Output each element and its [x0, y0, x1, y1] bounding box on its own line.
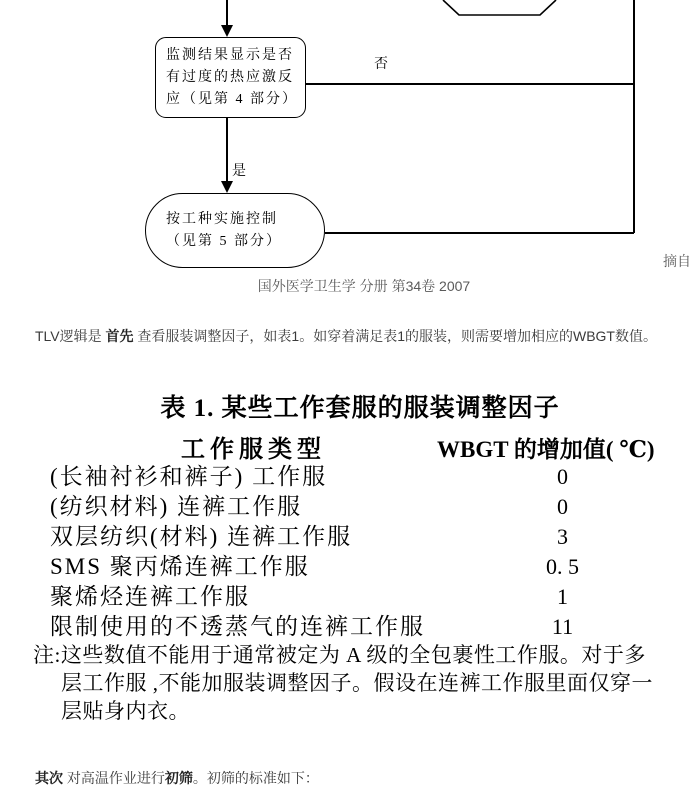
branch-label-no: 否 — [374, 57, 388, 72]
table-footnote-line: 层工作服 ,不能加服装调整因子。假设在连裤工作服里面仅穿一 — [61, 671, 653, 695]
tlv-paragraph-prefix: TLV逻辑是 — [35, 328, 106, 344]
table-footnote-line: 层贴身内衣。 — [61, 699, 190, 723]
table-column-header-wbgt-increase: WBGT 的增加值( ℃) — [437, 437, 655, 462]
table-row — [0, 612, 695, 642]
monitor-box-line: 应（见第 4 部分） — [166, 91, 298, 107]
flowchart-control-box — [145, 193, 325, 268]
arrowhead-into-monitor-box — [221, 25, 233, 37]
wbgt-value-cell: 0 — [557, 494, 568, 519]
control-box-line: 按工种实施控制 — [166, 211, 278, 227]
tlv-logic-paragraph — [35, 326, 695, 346]
wbgt-value-cell: 0. 5 — [546, 554, 579, 579]
screening-paragraph — [35, 768, 695, 788]
screening-paragraph-bold-second: 其次 — [35, 770, 63, 786]
clothing-type-cell: 聚烯烃连裤工作服 — [50, 584, 250, 609]
branch-label-yes: 是 — [232, 164, 246, 179]
clothing-type-cell: 双层纺织(材料) 连裤工作服 — [50, 524, 353, 549]
table-row — [0, 552, 695, 582]
table-row — [0, 522, 695, 552]
table-column-header-clothing-type: 工作服类型 — [181, 437, 326, 463]
flowchart-connector-lines — [0, 0, 695, 300]
wbgt-value-cell: 3 — [557, 524, 568, 549]
screening-paragraph-bold-screening: 初筛 — [164, 770, 193, 786]
monitor-box-line: 监测结果显示是否 — [166, 47, 294, 63]
table-row — [0, 582, 695, 612]
flowchart-monitor-result-box — [155, 37, 306, 118]
wbgt-value-cell: 1 — [557, 584, 568, 609]
screening-paragraph-suffix: 。初筛的标准如下： — [192, 770, 319, 786]
journal-caption: 国外医学卫生学 分册 第34卷 2007 — [257, 278, 471, 294]
wbgt-value-cell: 0 — [557, 464, 568, 489]
arrowhead-into-control-box — [221, 181, 233, 193]
screening-paragraph-mid: 对高温作业进行 — [63, 770, 165, 786]
clothing-type-cell: (纺织材料) 连裤工作服 — [50, 494, 303, 519]
tlv-paragraph-suffix: 查看服装调整因子，如表1。如穿着满足表1的服装，则需要增加相应的WBGT数值。 — [133, 328, 657, 344]
clothing-type-cell: 限制使用的不透蒸气的连裤工作服 — [50, 614, 425, 639]
monitor-box-line: 有过度的热应激反 — [166, 69, 294, 85]
hexagon-bottom-shape — [443, 0, 556, 15]
clothing-type-cell: (长袖衬衫和裤子) 工作服 — [50, 464, 328, 489]
tlv-paragraph-bold-first: 首先 — [105, 328, 134, 344]
table-footnote — [33, 641, 683, 725]
clothing-type-cell: SMS 聚丙烯连裤工作服 — [50, 554, 310, 579]
table-title: 表 1. 某些工作套服的服装调整因子 — [160, 395, 560, 422]
control-box-line: （见第 5 部分） — [166, 233, 282, 249]
table-footnote-line: 注:这些数值不能用于通常被定为 A 级的全包裹性工作服。对于多 — [33, 643, 646, 667]
source-note-clipped: 摘自 — [663, 253, 691, 269]
table-row — [0, 492, 695, 522]
wbgt-value-cell: 11 — [551, 614, 574, 639]
table-row — [0, 462, 695, 492]
